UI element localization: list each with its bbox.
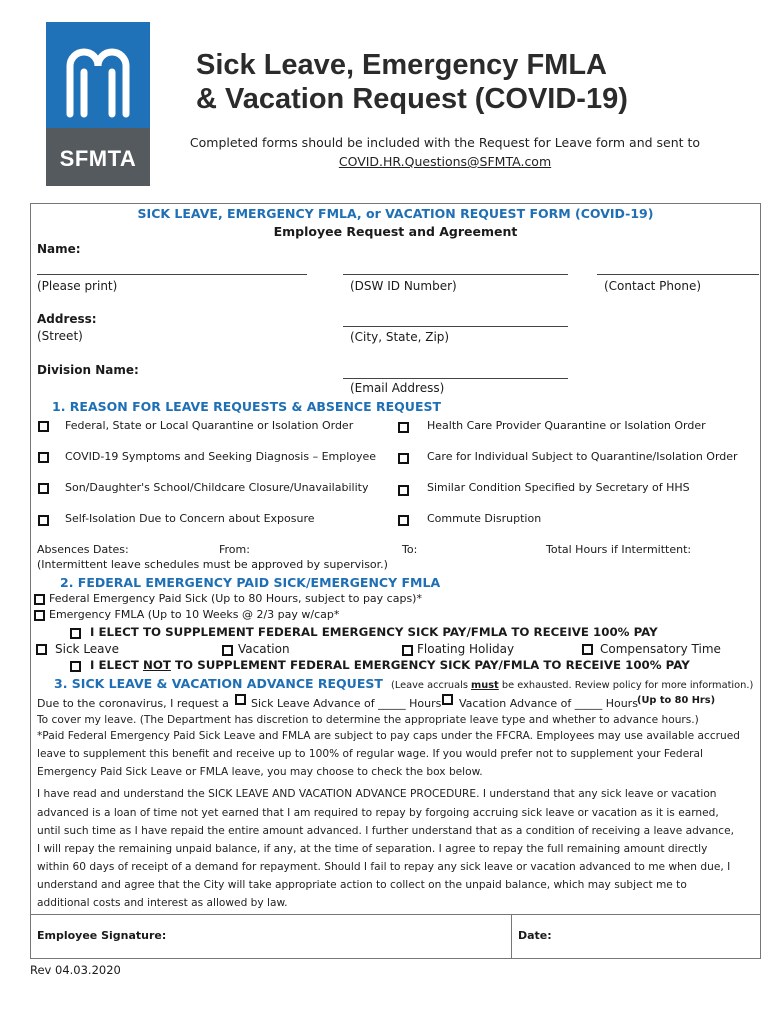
please-print-caption: (Please print) xyxy=(37,279,118,293)
checkbox-paid-sick[interactable] xyxy=(34,594,45,605)
option-school-closure: Son/Daughter's School/Childcare Closure/Unavailability xyxy=(65,481,369,494)
signature-date-divider xyxy=(511,914,512,959)
option-provider-quarantine: Health Care Provider Quarantine or Isolation Order xyxy=(427,419,706,432)
accruals-note: (Leave accruals must be exhausted. Review policy for more information.) xyxy=(391,680,754,691)
page-title-line2: & Vacation Request (COVID-19) xyxy=(196,83,628,115)
signature-divider xyxy=(30,914,761,915)
employee-signature-field[interactable]: Employee Signature: xyxy=(37,929,167,942)
street-caption: (Street) xyxy=(37,329,83,343)
option-paid-sick: Federal Emergency Paid Sick (Up to 80 Hours, subject to pay caps)* xyxy=(49,592,422,605)
agreement-line-4: I will repay the remaining unpaid balance, if any, at the time of separation. I agree to repay the full remaining amount directly xyxy=(37,843,708,855)
agreement-line-2: advanced is a loan of time not yet earned that I am required to repay by forgoing accruing sick leave or vacation as it is earned, xyxy=(37,807,719,819)
option-care-individual: Care for Individual Subject to Quarantine/Isolation Order xyxy=(427,450,738,463)
absence-dates-label: Absences Dates: xyxy=(37,543,129,556)
elect-supplement-label: I ELECT TO SUPPLEMENT FEDERAL EMERGENCY SICK PAY/FMLA TO RECEIVE 100% PAY xyxy=(90,625,658,639)
elect-not-supplement-label: I ELECT NOT TO SUPPLEMENT FEDERAL EMERGENCY SICK PAY/FMLA TO RECEIVE 100% PAY xyxy=(90,658,690,672)
contact-phone-field[interactable] xyxy=(597,274,759,275)
checkbox-elect-supplement[interactable] xyxy=(70,628,81,639)
checkbox-covid-symptoms[interactable] xyxy=(38,452,49,463)
intermittent-note: (Intermittent leave schedules must be approved by supervisor.) xyxy=(37,558,388,571)
agreement-line-5: within 60 days of receipt of a demand for repayment. Should I fail to repay any sick leave or vacation advanced to me when due, I xyxy=(37,861,731,873)
section2-title: 2. FEDERAL EMERGENCY PAID SICK/EMERGENCY FMLA xyxy=(60,575,441,590)
checkbox-vacation-advance[interactable] xyxy=(442,694,453,705)
revision-label: Rev 04.03.2020 xyxy=(30,963,121,977)
agreement-line-1: I have read and understand the SICK LEAVE AND VACATION ADVANCE PROCEDURE. I understand that any sick leave or vacation xyxy=(37,788,717,800)
cover-line: To cover my leave. (The Department has discretion to determine the appropriate leave type and whether to advance hours.) xyxy=(37,714,699,726)
contact-phone-caption: (Contact Phone) xyxy=(604,279,702,293)
due-to-text: Due to the coronavirus, I request a xyxy=(37,697,229,710)
division-name-label: Division Name: xyxy=(37,363,139,377)
agreement-line-3: until such time as I have repaid the entire amount advanced. I further understand that as a condition of receiving a leave advance, xyxy=(37,825,734,837)
submission-note: Completed forms should be included with the Request for Leave form and sent to xyxy=(189,135,701,150)
checkbox-hhs-condition[interactable] xyxy=(398,485,409,496)
checkbox-compensatory-time[interactable] xyxy=(582,644,593,655)
name-field[interactable] xyxy=(37,274,307,275)
address-label: Address: xyxy=(37,312,97,326)
vacation-label: Vacation xyxy=(238,642,290,656)
checkbox-elect-not-supplement[interactable] xyxy=(70,661,81,672)
checkbox-commute-disruption[interactable] xyxy=(398,515,409,526)
section3-title: 3. SICK LEAVE & VACATION ADVANCE REQUEST xyxy=(54,676,383,691)
form-heading: SICK LEAVE, EMERGENCY FMLA, or VACATION REQUEST FORM (COVID-19) xyxy=(137,206,654,221)
dsw-id-caption: (DSW ID Number) xyxy=(350,279,457,293)
sfmta-logo-mark-icon xyxy=(46,22,150,132)
submission-email-link[interactable]: COVID.HR.Questions@SFMTA.com xyxy=(338,154,552,169)
page-title-line1: Sick Leave, Emergency FMLA xyxy=(196,49,607,81)
up-to-80-note: (Up to 80 Hrs) xyxy=(637,695,716,706)
checkbox-sick-advance[interactable] xyxy=(235,694,246,705)
date-field[interactable]: Date: xyxy=(518,929,552,942)
compensatory-time-label: Compensatory Time xyxy=(600,642,721,656)
email-address-caption: (Email Address) xyxy=(350,381,445,395)
option-commute-disruption: Commute Disruption xyxy=(427,512,542,525)
option-hhs-condition: Similar Condition Specified by Secretary of HHS xyxy=(427,481,690,494)
from-label: From: xyxy=(219,543,250,556)
paid-note-2: leave to supplement this benefit and receive up to 100% of regular wage. If you would prefer not to supplement your Federal xyxy=(37,748,703,760)
checkbox-floating-holiday[interactable] xyxy=(402,645,413,656)
dsw-id-field[interactable] xyxy=(343,274,568,275)
must-emphasis: must xyxy=(471,680,499,691)
sick-leave-label: Sick Leave xyxy=(55,642,120,656)
name-label: Name: xyxy=(37,242,81,256)
section1-title: 1. REASON FOR LEAVE REQUESTS & ABSENCE REQUEST xyxy=(52,399,442,414)
form-subheading: Employee Request and Agreement xyxy=(273,224,518,239)
checkbox-emergency-fmla[interactable] xyxy=(34,610,45,621)
to-label: To: xyxy=(402,543,418,556)
total-hours-label: Total Hours if Intermittent: xyxy=(546,543,692,556)
logo-text: SFMTA xyxy=(59,146,137,171)
checkbox-provider-quarantine[interactable] xyxy=(398,422,409,433)
checkbox-sick-leave[interactable] xyxy=(36,644,47,655)
city-state-zip-caption: (City, State, Zip) xyxy=(350,330,450,344)
checkbox-school-closure[interactable] xyxy=(38,483,49,494)
sick-advance-label: Sick Leave Advance of _____ Hours xyxy=(251,697,442,710)
checkbox-vacation[interactable] xyxy=(222,645,233,656)
email-address-field[interactable] xyxy=(343,378,568,379)
option-quarantine-order: Federal, State or Local Quarantine or Isolation Order xyxy=(65,419,354,432)
option-covid-symptoms: COVID-19 Symptoms and Seeking Diagnosis – Employee xyxy=(65,450,377,463)
option-self-isolation: Self-Isolation Due to Concern about Exposure xyxy=(65,512,315,525)
checkbox-self-isolation[interactable] xyxy=(38,515,49,526)
city-state-zip-field[interactable] xyxy=(343,326,568,327)
paid-note-3: Emergency Paid Sick Leave or FMLA leave, you may choose to check the box below. xyxy=(37,766,483,778)
vacation-advance-label: Vacation Advance of _____ Hours xyxy=(459,697,638,710)
floating-holiday-label: Floating Holiday xyxy=(417,642,515,656)
checkbox-quarantine-order[interactable] xyxy=(38,421,49,432)
not-emphasis: NOT xyxy=(142,658,171,672)
agreement-line-7: additional costs and interest as allowed by law. xyxy=(37,897,288,909)
agreement-line-6: understand and agree that the City will take appropriate action to collect on the unpaid balance, which may subject me to xyxy=(37,879,687,891)
option-emergency-fmla: Emergency FMLA (Up to 10 Weeks @ 2/3 pay w/cap* xyxy=(49,608,340,621)
paid-note-1: *Paid Federal Emergency Paid Sick Leave and FMLA are subject to pay caps under the FFCRA. Employees may use available accrued xyxy=(37,730,740,742)
checkbox-care-individual[interactable] xyxy=(398,453,409,464)
